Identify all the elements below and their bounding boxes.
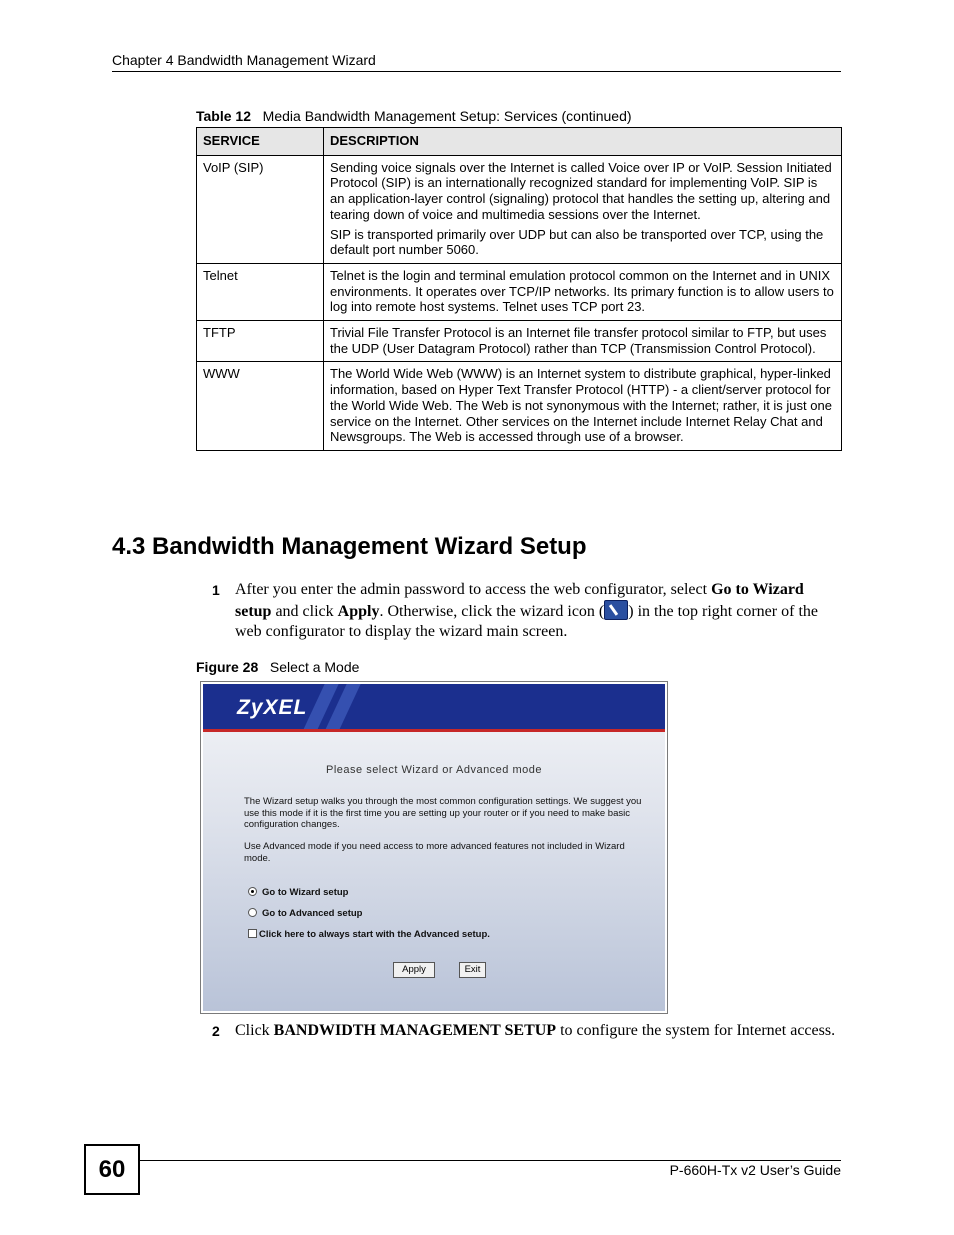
description-cell [324,263,842,320]
radio-selected[interactable] [248,887,257,896]
zyxel-logo: ZyXEL [237,696,308,719]
service-cell: VoIP (SIP) [197,155,324,263]
description-cell [324,321,842,362]
figure-caption-text: Select a Mode [269,659,360,675]
banner-accent-line [203,729,665,732]
table-caption-label: Table 12 [196,108,251,124]
services-table [196,127,842,451]
page-number: 60 [84,1144,140,1195]
screenshot-body [203,684,665,1011]
step-text-part: ) in the top right corner of the web configurator to display the wizard main screen. [235,603,818,640]
checkbox-label: Click here to always start with the Advanced setup. [259,929,490,940]
column-header-description: DESCRIPTION [324,128,842,156]
step-text-part: Click [235,1022,274,1039]
radio-unselected[interactable] [248,908,257,917]
wizard-icon [604,600,628,620]
description-cell [324,362,842,451]
chapter-header: Chapter 4 Bandwidth Management Wizard [112,52,376,68]
header-divider [112,71,841,72]
option-label: Go to Wizard setup [262,887,349,898]
description-text: Sending voice signals over the Internet is called Voice over IP or VoIP. Session Initiated Protocol (SIP) is an internationally recognized standard for implementing VoIP. SIP is an application-layer control (signaling) protocol that handles the setting up, altering and tearing down of voice and multimedia sessions over the Internet. [330,159,832,222]
step-text [235,580,843,642]
select-mode-screenshot [200,681,668,1014]
guide-title: P-660H-Tx v2 User’s Guide [669,1162,841,1178]
service-cell: WWW [197,362,324,451]
table-row [197,155,842,263]
step-number: 1 [212,582,220,598]
description-cell [324,155,842,263]
description-text: The World Wide Web (WWW) is an Internet system to distribute graphical, hyper-linked information, based on Hyper Text Transfer Protocol (HTTP) - a client/server protocol for the World Wide Web. The Web is not synonymous with the Internet; rather, it is just one service on the Internet. Other services on the Internet include Internet Relay Chat and Newsgroups. The Web is accessed through use of a browser. [330,366,832,445]
table-row [197,321,842,362]
figure-caption [196,659,359,675]
exit-button[interactable]: Exit [459,962,486,978]
option-label: Go to Advanced setup [262,908,363,919]
advanced-radio-option[interactable] [248,908,362,920]
step-bold-term: Apply [337,603,380,620]
table-header-row [197,128,842,156]
step-number: 2 [212,1023,220,1039]
apply-button[interactable]: Apply [393,962,435,978]
description-text: Trivial File Transfer Protocol is an Internet file transfer protocol similar to FTP, but uses the UDP (User Datagram Protocol) rather than TCP (Transmission Control Protocol). [330,325,827,356]
mode-prompt-title: Please select Wizard or Advanced mode [326,764,542,776]
footer-divider [140,1160,841,1161]
zyxel-banner [203,684,665,729]
checkbox[interactable] [248,929,257,938]
step-text-part: . Otherwise, click the wizard icon ( [379,603,605,620]
table-row [197,263,842,320]
always-advanced-checkbox[interactable] [248,929,490,941]
service-cell: Telnet [197,263,324,320]
step-text-part: and click [271,603,338,620]
description-text: SIP is transported primarily over UDP but can also be transported over TCP, using the default port number 5060. [330,226,824,258]
step-bold-term: BANDWIDTH MANAGEMENT SETUP [273,1022,557,1039]
service-cell: TFTP [197,321,324,362]
section-title: 4.3 Bandwidth Management Wizard Setup [112,533,587,560]
table-caption [196,108,632,124]
step-bold-term: Go to Wizard setup [235,581,804,620]
step-text-part: to configure the system for Internet access. [556,1022,836,1039]
step-text-part: After you enter the admin password to access the web configurator, select [235,581,712,598]
wizard-radio-option[interactable] [248,887,348,899]
figure-caption-label: Figure 28 [196,659,259,675]
wizard-description: The Wizard setup walks you through the most common configuration settings. We suggest you use this mode if it is the first time you are setting up your router or if you need to make basic configuration changes. [244,796,642,830]
table-row [197,362,842,451]
step-text [235,1021,843,1041]
table-caption-text: Media Bandwidth Management Setup: Services (continued) [262,108,632,124]
description-text: Telnet is the login and terminal emulation protocol common on the Internet and in UNIX environments. It operates over TCP/IP networks. Its primary function is to allow users to log into remote host systems. Telnet uses TCP port 23. [330,267,834,315]
column-header-service: SERVICE [197,128,324,156]
advanced-description: Use Advanced mode if you need access to more advanced features not included in Wizard mode. [244,841,625,864]
